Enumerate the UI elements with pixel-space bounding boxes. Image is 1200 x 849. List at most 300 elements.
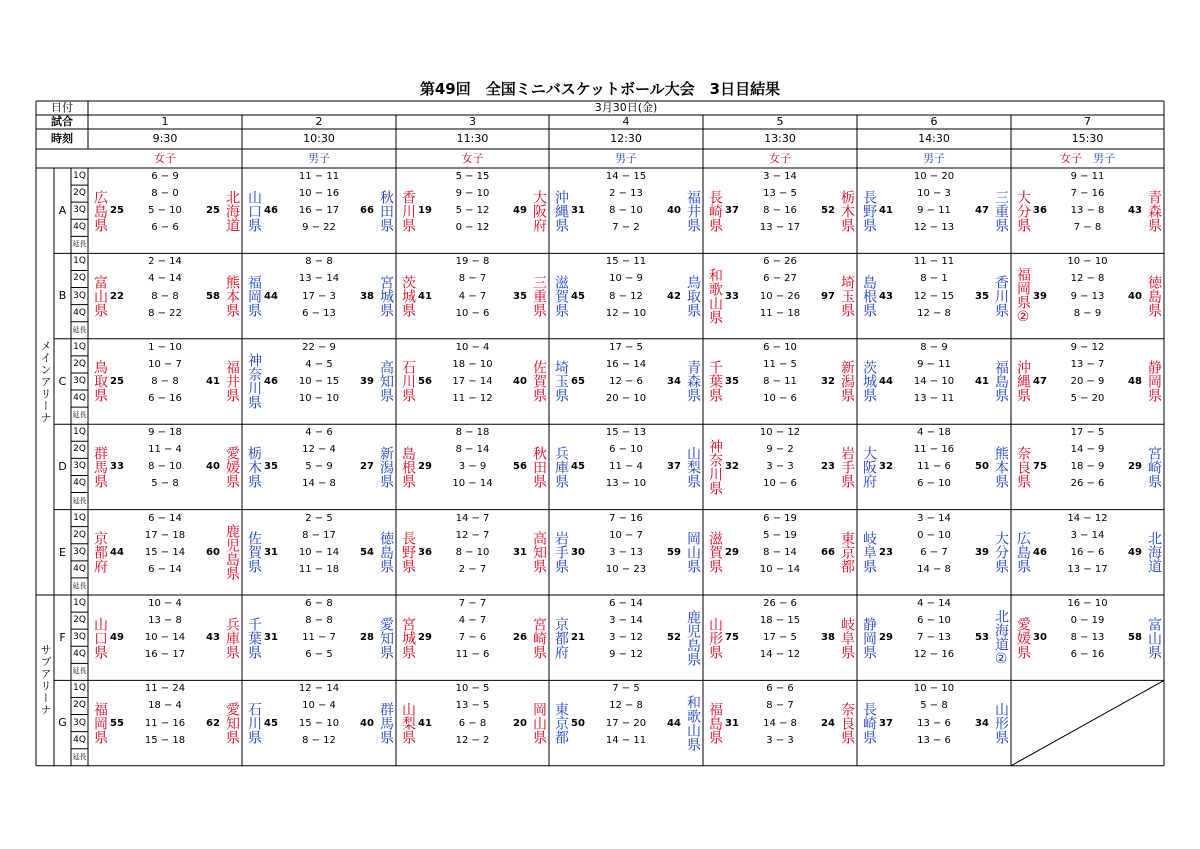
quarter-score: 12 − 16 (913, 649, 955, 661)
quarter-score: 8 − 7 (766, 700, 794, 712)
team-left-total: 65 (571, 375, 585, 387)
team-left: 神奈川県 (707, 438, 723, 495)
quarter-score: 11 − 11 (913, 256, 955, 268)
team-right: 徳島県 (1146, 275, 1162, 318)
quarter-score: 11 − 6 (917, 461, 951, 473)
quarter-score: 8 − 8 (151, 375, 179, 387)
team-left: 滋賀県 (707, 531, 723, 574)
team-left-total: 44 (879, 375, 893, 387)
team-right-total: 58 (1128, 632, 1142, 644)
team-left-total: 23 (879, 546, 893, 558)
quarter-label: 2Q (73, 273, 86, 284)
date-label: 日付 (51, 101, 73, 114)
team-right: 高知県 (378, 360, 394, 403)
quarter-score: 7 − 13 (917, 632, 951, 644)
team-right: 北海道 (1146, 531, 1162, 574)
team-right-total: 34 (667, 375, 681, 387)
team-left: 愛媛県 (1015, 616, 1031, 659)
quarter-label: 4Q (73, 393, 86, 404)
quarter-score: 15 − 10 (298, 717, 340, 729)
team-left: 石川県 (400, 360, 416, 403)
team-right: 秋田県 (378, 189, 394, 232)
quarter-score: 20 − 10 (605, 393, 647, 405)
team-left-total: 75 (1033, 461, 1047, 473)
quarter-score: 2 − 14 (148, 256, 182, 268)
team-right: 大阪府 (531, 189, 547, 232)
team-right-total: 60 (206, 546, 220, 558)
team-left: 山形県 (707, 616, 723, 659)
quarter-score: 15 − 11 (605, 256, 647, 268)
quarter-score: 20 − 9 (1070, 375, 1105, 387)
team-left-total: 56 (418, 375, 432, 387)
match-time: 12:30 (610, 132, 642, 145)
quarter-score: 6 − 8 (305, 598, 333, 609)
match-time: 14:30 (918, 132, 950, 145)
team-right: 和歌山県 (685, 695, 701, 752)
match-gender (1011, 149, 1164, 168)
quarter-score: 3 − 3 (766, 734, 794, 746)
team-left-total: 41 (418, 290, 432, 302)
team-right: 岐阜県 (839, 616, 855, 659)
team-right-total: 25 (206, 205, 220, 217)
quarter-score: 9 − 11 (1070, 171, 1105, 182)
quarter-score: 13 − 6 (917, 717, 951, 729)
team-right-total: 20 (513, 717, 527, 729)
team-left-total: 35 (264, 461, 278, 473)
quarter-score: 17 − 18 (144, 529, 186, 541)
quarter-score: 14 − 8 (763, 717, 797, 729)
team-right-total: 40 (667, 205, 681, 217)
team-left-total: 31 (264, 632, 278, 644)
team-left-total: 44 (264, 290, 278, 302)
quarter-score: 13 − 6 (917, 734, 951, 746)
quarter-score: 13 − 5 (455, 700, 490, 712)
team-left: 岐阜県 (861, 531, 877, 574)
quarter-score: 11 − 24 (144, 683, 186, 695)
quarter-label: 4Q (73, 734, 86, 745)
quarter-score: 13 − 17 (759, 222, 801, 234)
team-left: 広島県 (92, 189, 108, 232)
team-left-total: 45 (264, 717, 278, 729)
match-gender: 女子 (461, 152, 484, 165)
team-left: 和歌山県 (707, 268, 723, 325)
arena-main: メインアリーナ (39, 339, 52, 424)
quarter-score: 9 − 11 (917, 205, 951, 217)
quarter-score: 10 − 23 (605, 563, 647, 575)
quarter-score: 10 − 12 (759, 427, 801, 439)
quarter-score: 12 − 14 (298, 683, 340, 695)
overtime-label: 延長 (72, 496, 87, 505)
quarter-score: 7 − 8 (1073, 222, 1102, 234)
quarter-label: 1Q (73, 427, 86, 438)
team-left: 福岡県 (92, 702, 108, 745)
quarter-label: 3Q (73, 632, 86, 643)
team-left: 茨城県 (861, 360, 877, 403)
team-right-total: 40 (360, 717, 374, 729)
quarter-label: 3Q (73, 205, 86, 216)
team-right-total: 56 (513, 461, 527, 473)
quarter-score: 9 − 12 (609, 649, 643, 661)
quarter-score: 10 − 7 (148, 358, 182, 370)
team-left: 石川県 (246, 702, 262, 745)
quarter-score: 7 − 2 (612, 222, 640, 234)
quarter-label: 4Q (73, 222, 86, 233)
quarter-label: 4Q (73, 478, 86, 489)
team-right-total: 38 (360, 290, 374, 302)
quarter-score: 4 − 7 (458, 290, 487, 302)
quarter-score: 11 − 6 (455, 649, 490, 661)
team-left-total: 33 (725, 290, 739, 302)
team-left-total: 35 (725, 375, 739, 387)
team-left: 山梨県 (400, 702, 416, 745)
match-time: 15:30 (1071, 132, 1104, 145)
quarter-score: 3 − 14 (917, 512, 951, 524)
team-left-total: 45 (571, 461, 585, 473)
team-right: 奈良県 (839, 702, 855, 745)
team-right: 宮城県 (378, 275, 394, 318)
team-left-total: 25 (110, 205, 124, 217)
quarter-score: 6 − 6 (766, 683, 794, 695)
quarter-score: 10 − 14 (452, 478, 493, 490)
quarter-score: 10 − 15 (298, 375, 340, 387)
quarter-score: 8 − 10 (609, 205, 643, 217)
quarter-score: 13 − 8 (1070, 205, 1105, 217)
quarter-score: 10 − 26 (759, 290, 801, 302)
quarter-label: 1Q (73, 683, 86, 694)
quarter-score: 10 − 7 (609, 529, 643, 541)
quarter-score: 9 − 18 (148, 427, 182, 439)
team-right-total: 29 (1128, 461, 1142, 473)
team-right: 山形県 (993, 702, 1009, 745)
match-gender: 女子 (154, 152, 176, 165)
team-right: 高知県 (531, 531, 547, 574)
quarter-score: 11 − 12 (452, 393, 493, 405)
quarter-score: 10 − 6 (763, 393, 797, 405)
quarter-score: 26 − 6 (1070, 478, 1105, 490)
court-label: A (58, 204, 67, 217)
team-left: 山口県 (92, 616, 108, 659)
team-left-total: 46 (264, 375, 278, 387)
match-gender: 男子 (615, 152, 637, 165)
quarter-score: 16 − 10 (1067, 598, 1108, 609)
quarter-score: 4 − 5 (305, 358, 333, 370)
team-right: 東京都 (839, 531, 855, 574)
team-left: 沖縄県 (553, 189, 569, 232)
quarter-label: 2Q (73, 188, 86, 199)
match-number: 3 (469, 115, 476, 128)
quarter-score: 5 − 9 (305, 461, 333, 473)
quarter-score: 8 − 18 (455, 427, 490, 439)
team-left-total: 19 (418, 205, 432, 217)
quarter-score: 11 − 4 (609, 461, 643, 473)
team-right: 岩手県 (839, 445, 855, 488)
team-right-total: 52 (667, 632, 681, 644)
quarter-score: 15 − 18 (144, 734, 186, 746)
team-left: 埼玉県 (553, 360, 569, 403)
team-left-total: 31 (264, 546, 278, 558)
quarter-score: 8 − 16 (763, 205, 797, 217)
quarter-score: 14 − 8 (917, 563, 951, 575)
date-value: 3月30日(金) (594, 101, 658, 114)
team-left: 東京都 (553, 702, 569, 745)
quarter-score: 7 − 16 (1070, 188, 1105, 200)
team-left: 香川県 (400, 189, 416, 232)
team-left-total: 30 (571, 546, 585, 558)
quarter-score: 11 − 18 (298, 563, 340, 575)
team-left: 福岡県 (246, 275, 262, 318)
team-left: 長崎県 (861, 702, 877, 745)
quarter-score: 5 − 10 (148, 205, 182, 217)
quarter-score: 3 − 3 (766, 461, 794, 473)
team-left-total: 29 (418, 632, 432, 644)
team-right: 香川県 (993, 275, 1009, 318)
quarter-label: 3Q (73, 375, 86, 386)
quarter-score: 8 − 7 (458, 273, 487, 285)
team-right: 青森県 (685, 360, 701, 403)
quarter-score: 10 − 10 (1067, 256, 1108, 268)
quarter-score: 3 − 13 (609, 546, 643, 558)
match-number: 5 (776, 115, 784, 128)
quarter-score: 0 − 12 (455, 222, 490, 234)
quarter-score: 10 − 5 (455, 683, 490, 695)
team-left-total: 49 (110, 632, 124, 644)
quarter-score: 13 − 10 (605, 478, 647, 490)
court-label: E (59, 545, 66, 559)
quarter-label: 3Q (73, 461, 86, 472)
team-right: 新潟県 (378, 445, 394, 488)
quarter-score: 0 − 10 (917, 529, 951, 541)
team-right: 埼玉県 (839, 275, 855, 318)
team-left-total: 30 (1033, 632, 1047, 644)
team-right: 宮崎県 (531, 616, 547, 659)
overtime-label: 延長 (72, 411, 87, 420)
court-label: D (58, 460, 67, 474)
quarter-score: 12 − 15 (913, 290, 955, 302)
team-right-total: 35 (975, 290, 989, 302)
team-right: 群馬県 (378, 702, 394, 745)
team-right: 徳島県 (378, 531, 394, 574)
team-right: 新潟県 (839, 360, 855, 403)
quarter-score: 6 − 26 (763, 256, 797, 268)
team-right-total: 47 (975, 205, 989, 217)
team-left: 兵庫県 (553, 445, 569, 488)
team-left-total: 36 (1033, 205, 1047, 217)
team-right: 栃木県 (839, 189, 855, 232)
quarter-score: 8 − 8 (151, 290, 179, 302)
team-left: 千葉県 (246, 616, 262, 659)
quarter-score: 12 − 8 (1070, 273, 1105, 285)
quarter-score: 0 − 19 (1070, 615, 1105, 627)
team-right-total: 35 (513, 290, 527, 302)
team-left: 京都府 (553, 616, 569, 659)
team-right-total: 44 (667, 717, 681, 729)
quarter-score: 8 − 22 (148, 307, 182, 319)
quarter-score: 10 − 3 (917, 188, 951, 200)
team-right: 愛知県 (378, 616, 394, 659)
quarter-score: 8 − 9 (1073, 307, 1102, 319)
team-right-total: 49 (1128, 546, 1142, 558)
team-right: 北海道② (993, 608, 1009, 667)
quarter-score: 14 − 9 (1070, 444, 1105, 456)
team-left-total: 47 (1033, 375, 1047, 387)
team-left-total: 46 (264, 205, 278, 217)
match-time: 9:30 (152, 132, 178, 145)
quarter-label: 2Q (73, 444, 86, 455)
quarter-score: 2 − 5 (305, 512, 333, 524)
quarter-score: 8 − 14 (763, 546, 797, 558)
arena-sub: サブアリーナ (39, 644, 52, 717)
quarter-score: 10 − 9 (609, 273, 643, 285)
team-left-total: 31 (571, 205, 585, 217)
team-right-total: 66 (821, 546, 835, 558)
team-right-total: 28 (360, 632, 374, 644)
quarter-score: 6 − 5 (305, 649, 333, 661)
match-number: 1 (161, 115, 169, 128)
quarter-score: 17 − 5 (1070, 427, 1105, 439)
quarter-score: 11 − 5 (763, 358, 797, 370)
quarter-score: 5 − 15 (455, 171, 490, 182)
team-left: 大阪府 (861, 445, 877, 488)
team-left: 京都府 (92, 531, 108, 574)
team-right-total: 40 (206, 461, 220, 473)
team-right-total: 23 (821, 461, 835, 473)
team-left: 群馬県 (92, 445, 108, 488)
quarter-label: 2Q (73, 615, 86, 626)
quarter-score: 13 − 5 (763, 188, 797, 200)
team-left: 佐賀県 (246, 531, 262, 574)
quarter-score: 11 − 11 (298, 171, 340, 182)
team-right: 福井県 (224, 360, 240, 403)
quarter-score: 7 − 16 (609, 512, 643, 524)
quarter-score: 3 − 14 (763, 171, 797, 182)
team-right: 鹿児島県 (224, 524, 240, 581)
quarter-label: 1Q (73, 512, 86, 523)
team-left: 島根県 (861, 275, 877, 318)
time-label: 時刻 (51, 132, 73, 145)
team-left: 茨城県 (400, 275, 416, 318)
quarter-score: 19 − 8 (455, 256, 490, 268)
team-right-total: 62 (206, 717, 220, 729)
team-right: 熊本県 (224, 275, 240, 318)
quarter-score: 17 − 5 (763, 632, 797, 644)
team-right-total: 31 (513, 546, 527, 558)
team-right-total: 40 (1128, 290, 1142, 302)
team-right-total: 58 (206, 290, 220, 302)
quarter-score: 14 − 12 (759, 649, 801, 661)
quarter-score: 8 − 12 (609, 290, 643, 302)
team-right: 鳥取県 (685, 275, 701, 318)
team-left-total: 33 (110, 461, 124, 473)
quarter-score: 16 − 17 (144, 649, 186, 661)
quarter-score: 22 − 9 (302, 341, 336, 353)
court-label: G (58, 716, 67, 730)
match-number: 4 (622, 115, 630, 128)
quarter-score: 9 − 11 (917, 358, 951, 370)
quarter-score: 10 − 6 (455, 307, 490, 319)
team-left: 岩手県 (553, 531, 569, 574)
team-right-total: 43 (1128, 205, 1142, 217)
match-gender: 男子 (308, 152, 330, 165)
team-left: 富山県 (92, 275, 108, 318)
court-label: C (58, 374, 67, 388)
team-right: 大分県 (993, 531, 1009, 574)
quarter-score: 17 − 5 (609, 341, 643, 353)
quarter-score: 26 − 6 (763, 598, 797, 609)
quarter-score: 12 − 7 (455, 529, 490, 541)
quarter-score: 9 − 12 (1070, 341, 1105, 353)
quarter-score: 10 − 10 (913, 683, 955, 695)
quarter-score: 6 − 14 (148, 512, 182, 524)
team-right: 岡山県 (685, 531, 701, 574)
quarter-label: 1Q (73, 598, 86, 608)
quarter-score: 6 − 10 (609, 444, 643, 456)
quarter-score: 6 − 19 (763, 512, 797, 524)
quarter-score: 6 − 10 (763, 341, 797, 353)
match-gender: 男子 (923, 152, 945, 165)
team-right-total: 41 (206, 375, 220, 387)
match-number: 6 (930, 115, 938, 128)
team-right-total: 34 (975, 717, 989, 729)
quarter-score: 11 − 18 (759, 307, 801, 319)
quarter-score: 6 − 13 (302, 307, 336, 319)
team-right: 鹿児島県 (685, 609, 701, 666)
team-right-total: 53 (975, 632, 989, 644)
team-right-total: 59 (667, 546, 681, 558)
team-right-total: 26 (513, 632, 527, 644)
team-left-total: 29 (879, 632, 893, 644)
quarter-score: 7 − 5 (612, 683, 640, 695)
quarter-score: 8 − 13 (1070, 632, 1105, 644)
gender-girls: 女子 (1060, 152, 1082, 165)
quarter-score: 8 − 8 (305, 256, 333, 268)
quarter-score: 15 − 13 (605, 427, 647, 439)
team-left: 鳥取県 (92, 360, 108, 403)
court-label: B (58, 289, 67, 303)
match-label: 試合 (51, 115, 73, 128)
team-left-total: 44 (110, 546, 124, 558)
overtime-label: 延長 (72, 581, 87, 590)
team-left: 福岡県② (1015, 267, 1031, 326)
team-right-total: 24 (821, 717, 835, 729)
quarter-score: 11 − 16 (144, 717, 186, 729)
quarter-label: 1Q (73, 171, 86, 181)
quarter-score: 8 − 10 (455, 546, 490, 558)
quarter-score: 4 − 7 (458, 615, 487, 627)
quarter-score: 5 − 19 (763, 529, 797, 541)
quarter-score: 2 − 7 (458, 563, 487, 575)
team-left-total: 21 (571, 632, 585, 644)
quarter-score: 14 − 7 (455, 512, 490, 524)
quarter-score: 5 − 20 (1070, 393, 1105, 405)
quarter-score: 12 − 2 (455, 734, 490, 746)
team-right: 愛媛県 (224, 445, 240, 488)
quarter-score: 8 − 14 (455, 444, 490, 456)
quarter-score: 13 − 14 (298, 273, 340, 285)
team-right: 北海道 (224, 189, 240, 232)
quarter-score: 6 − 10 (917, 478, 951, 490)
team-left: 島根県 (400, 445, 416, 488)
team-left-total: 29 (725, 546, 739, 558)
gender-boys: 男子 (1093, 152, 1115, 165)
quarter-score: 18 − 10 (452, 358, 493, 370)
team-right: 福井県 (685, 189, 701, 232)
quarter-score: 2 − 13 (609, 188, 643, 200)
team-left: 神奈川県 (246, 353, 262, 410)
quarter-score: 6 − 6 (151, 222, 179, 234)
team-left: 広島県 (1015, 531, 1031, 574)
empty-cell-diagonal (1011, 680, 1164, 765)
quarter-score: 10 − 6 (763, 478, 797, 490)
